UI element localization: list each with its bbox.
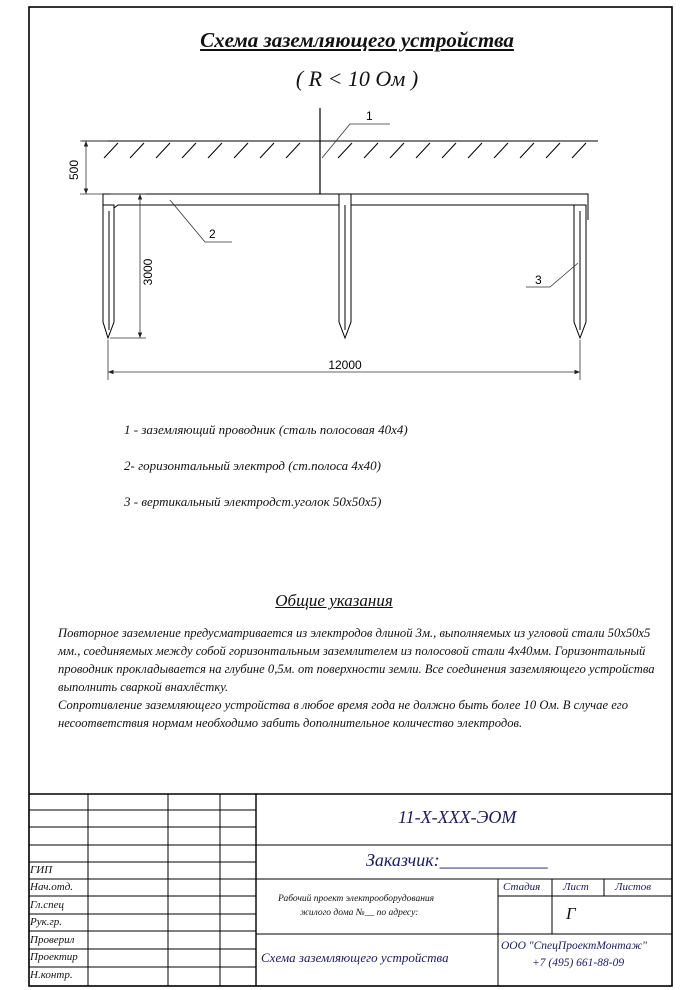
ground-hatch-line [338,143,352,158]
dimension-depth-label: 500 [67,159,81,181]
sheet-header: Лист [563,881,589,893]
ground-hatch-line [520,143,534,158]
role-head-dept: Нач.отд. [30,881,74,893]
dimension-length-label: 12000 [328,358,362,372]
ground-hatch-line [442,143,456,158]
ground-hatch-line [286,143,300,158]
sheets-header: Листов [615,881,652,893]
ground-hatch-line [416,143,430,158]
ground-hatch-line [234,143,248,158]
ground-surface [82,141,598,158]
ground-hatch-line [182,143,196,158]
role-norm-control: Н.контр. [30,969,73,981]
company-name: ООО "СпецПроектМонтаж" [501,940,647,952]
ground-hatch-line [364,143,378,158]
ground-hatch-line [572,143,586,158]
notes-paragraph-1: Повторное заземление предусматривается из электродов длиной 3м., выполняемых из угловой стали 50х50х5 мм., соединяемых между собой горизонтальным заземлителем из полосовой стали 4х40мм. Горизонтальный проводник прокладывается на глубине 0,5м. от поверхности земли. Все соединения заземляющего устройства выполнить сваркой внахлёстку. [58,626,655,694]
role-chief-spec: Гл.спец [30,899,64,911]
document-code: 11-Х-ХХХ-ЭОМ [398,807,517,827]
ground-hatch-line [494,143,508,158]
role-checked: Проверил [30,934,75,946]
ground-hatch-line [130,143,144,158]
ground-hatch-line [546,143,560,158]
ground-hatch-line [390,143,404,158]
legend-item-2: 2- горизонтальный электрод (ст.полоса 4х40) [124,458,381,473]
page-title: Схема заземляющего устройства [200,28,514,52]
legend-item-1: 1 - заземляющий проводник (сталь полосовая 40х4) [124,422,408,437]
legend-item-3: 3 - вертикальный электродст.уголок 50х50х5) [124,494,382,509]
sheet-title: Схема заземляющего устройства [261,950,449,965]
dimension-depth [80,141,108,194]
notes-body [58,624,668,732]
ground-hatch-line [260,143,274,158]
stage-value: Г [566,904,576,923]
vertical-electrode-left [103,205,114,338]
page-subtitle: ( R < 10 Ом ) [295,66,419,91]
notes-paragraph-2: Сопротивление заземляющего устройства в любое время года не должно быть более 10 Ом. В случае его несоответствия нормам необходимо забить дополнительное количество электродов. [58,698,628,730]
notes-title: Общие указания [275,591,393,610]
ground-hatch-line [156,143,170,158]
company-phone: +7 (495) 661-88-09 [532,957,625,969]
project-description-line-1: Рабочий проект электрооборудования [278,894,435,904]
role-designer: Проектир [30,951,78,963]
callout-1-label: 1 [366,109,373,123]
customer-field: Заказчик:____________ [366,850,548,870]
project-description-line-2: жилого дома №__ по адресу: [300,908,419,918]
callout-3-label: 3 [535,273,542,287]
stage-header: Стадия [503,881,541,893]
ground-hatch-line [208,143,222,158]
ground-hatch-line [104,143,118,158]
callout-2-label: 2 [209,227,216,241]
ground-hatch-line [468,143,482,158]
role-group-lead: Рук.гр. [30,916,63,928]
role-gip: ГИП [30,864,53,876]
vertical-electrode-middle [339,194,351,338]
vertical-electrode-right [574,205,586,338]
dimension-height-label: 3000 [141,258,155,286]
